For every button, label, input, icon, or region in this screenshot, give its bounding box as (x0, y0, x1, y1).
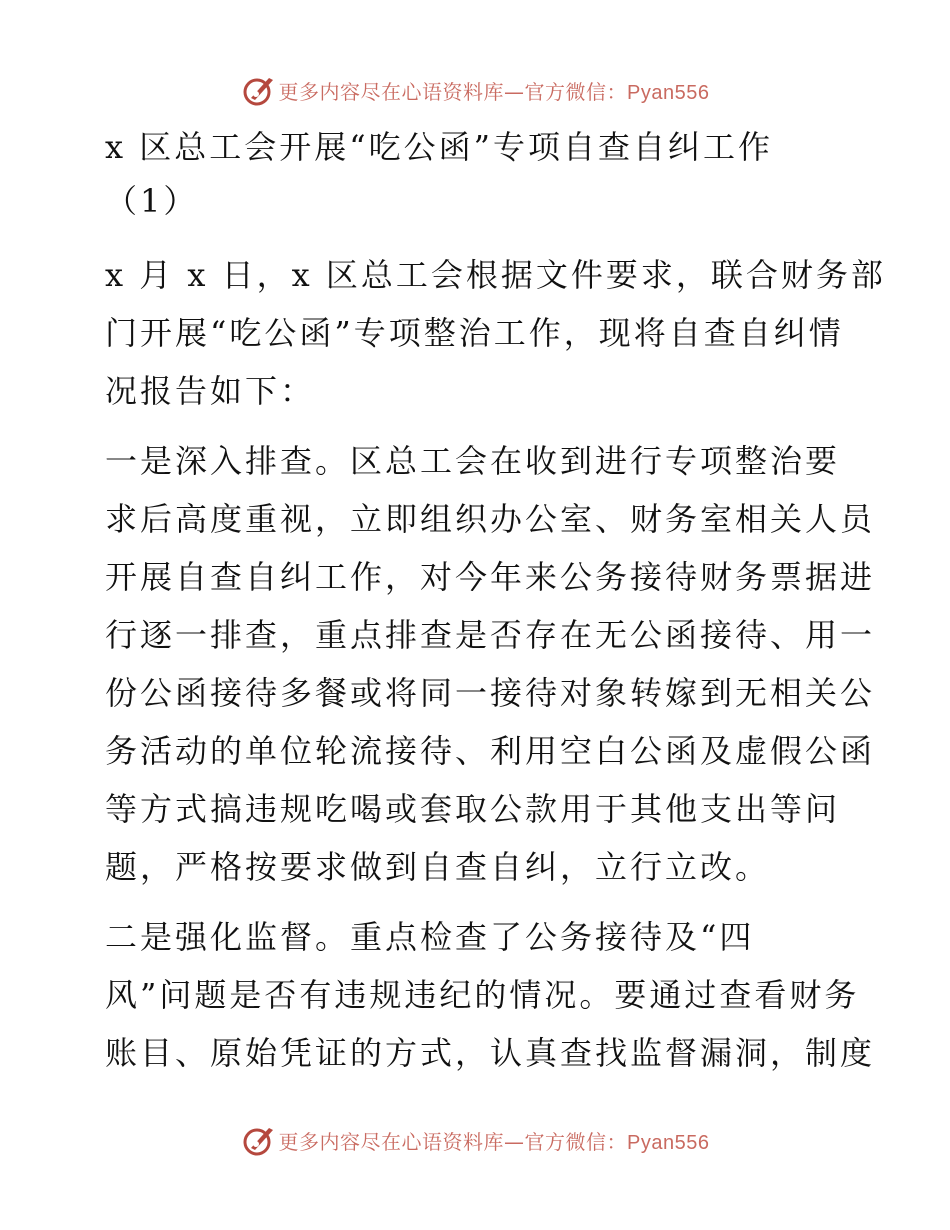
text-line: 账目、原始凭证的方式，认真查找监督漏洞，制度 (105, 1034, 876, 1072)
text-line: x 月 x 日，x 区总工会根据文件要求，联合财务部 (105, 256, 886, 294)
quill-pen-logo-icon (241, 72, 277, 108)
text-line: 务活动的单位轮流接待、利用空白公函及虚假公函 (105, 732, 876, 770)
paragraph-supervision (105, 908, 876, 1082)
text-line: 份公函接待多餐或将同一接待对象转嫁到无相关公 (105, 674, 876, 712)
document-body (105, 120, 886, 1094)
header-banner (0, 70, 950, 110)
text-line: 等方式搞违规吃喝或套取公款用于其他支出等问 (105, 790, 841, 828)
text-line: 行逐一排查，重点排查是否存在无公函接待、用一 (105, 616, 876, 654)
text-line: 二是强化监督。重点检查了公务接待及“四 (105, 918, 755, 956)
text-line: 一是深入排查。区总工会在收到进行专项整治要 (105, 442, 841, 480)
text-line: 风”问题是否有违规违纪的情况。要通过查看财务 (105, 976, 860, 1014)
footer-banner (0, 1120, 950, 1160)
wechat-id: Pyan556 (627, 81, 710, 104)
banner-text: 更多内容尽在心语资料库—官方微信：Pyan556 (278, 1129, 710, 1154)
document-title (105, 120, 850, 228)
paragraph-intro (105, 246, 886, 420)
paragraph-investigation (105, 432, 876, 896)
text-line: 况报告如下： (105, 372, 316, 410)
text-line: 题，严格按要求做到自查自纠，立行立改。 (105, 848, 771, 886)
banner-text: 更多内容尽在心语资料库—官方微信：Pyan556 (278, 79, 710, 104)
title-line: （1） (105, 182, 199, 220)
quill-pen-logo-icon (241, 1122, 277, 1158)
text-line: 开展自查自纠工作，对今年来公务接待财务票据进 (105, 558, 876, 596)
wechat-id: Pyan556 (627, 1131, 710, 1154)
text-line: 门开展“吃公函”专项整治工作，现将自查自纠情 (105, 314, 844, 352)
text-line: 求后高度重视，立即组织办公室、财务室相关人员 (105, 500, 876, 538)
title-line: x 区总工会开展“吃公函”专项自查自纠工作 (105, 128, 773, 166)
